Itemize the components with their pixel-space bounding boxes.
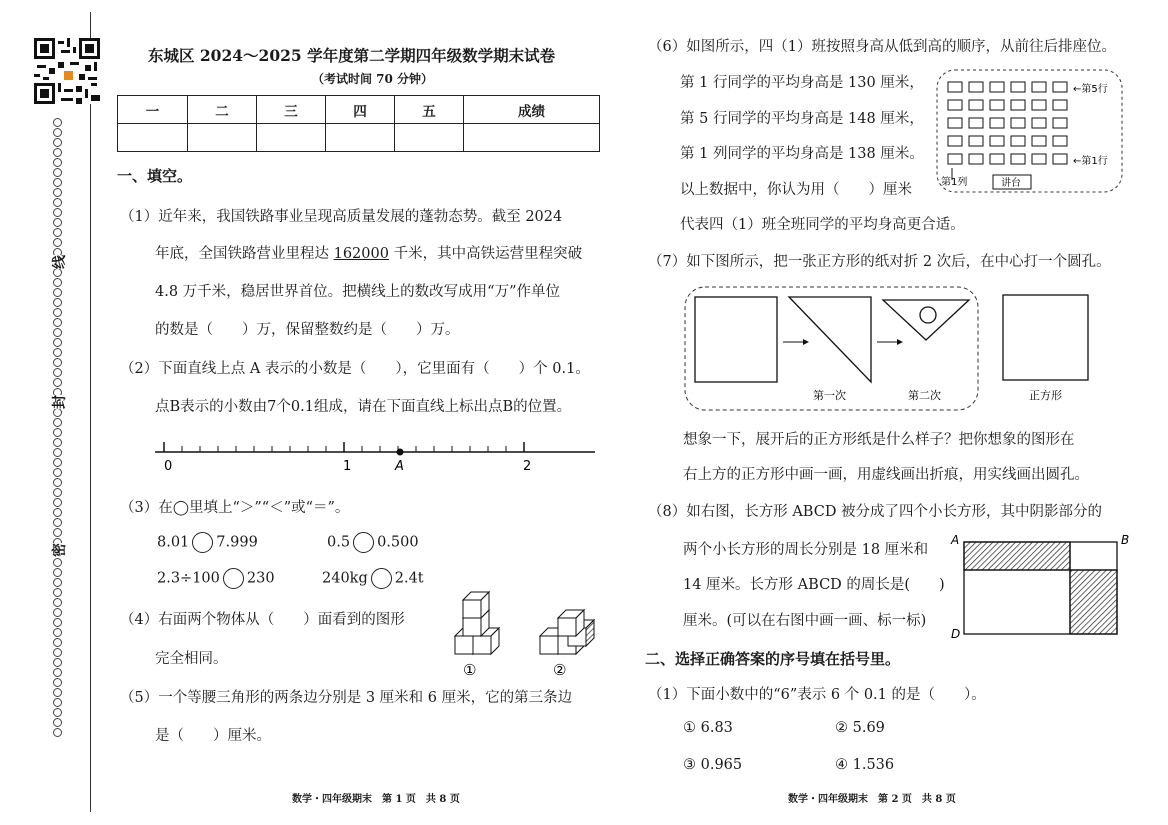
binding-hole [53,338,62,347]
score-cell[interactable] [188,124,257,152]
footer-right: 数学・四年级期末 第 2 页 共 8 页 [788,794,956,805]
binding-hole [53,158,62,167]
binding-hole [53,138,62,147]
seat [948,82,962,92]
q5-line-1: （5）一个等腰三角形的两条边分别是 3 厘米和 6 厘米，它的第三条边 [120,690,573,706]
seating-diagram [935,68,1135,196]
score-cell[interactable] [257,124,326,152]
q4-line-2: 完全相同。 [155,651,228,667]
q6-line-5[interactable]: 以上数据中，你认为用（ ）厘米 [680,182,912,198]
binding-hole [53,288,62,297]
option-3[interactable]: ③ 0.965 [683,757,743,773]
seat [990,136,1004,146]
binding-hole [53,368,62,377]
binding-hole [53,188,62,197]
binding-hole [53,408,62,417]
binding-hole [53,688,62,697]
tick-label-0: 0 [164,459,173,474]
binding-circles [53,118,65,737]
number-line[interactable] [150,432,610,477]
cube-face [540,636,558,654]
score-header-4: 四 [326,96,395,124]
tick-label-a: A [395,459,404,474]
binding-hole [53,348,62,357]
seat [1032,136,1046,146]
label-podium: 讲台 [1001,178,1021,189]
q2-line-2: 点B表示的小数由7个0.1组成，请在下面直线上标出点B的位置。 [155,399,572,415]
binding-hole [53,708,62,717]
binding-line [90,12,91,812]
binding-hole [53,468,62,477]
binding-hole [53,358,62,367]
seat [1053,82,1067,92]
q8-line-2: 两个小长方形的周长分别是 18 厘米和 [683,542,929,558]
seat [1011,154,1025,164]
seat [1053,118,1067,128]
compare-circle[interactable] [192,532,213,553]
q1-line-4[interactable]: 的数是（ ）万，保留整数约是（ ）万。 [155,322,460,338]
binding-hole [53,228,62,237]
binding-hole [53,268,62,277]
binding-hole [53,318,62,327]
section-2-title: 二、选择正确答案的序号填在括号里。 [645,650,901,668]
seat [1011,118,1025,128]
binding-hole [53,178,62,187]
rectangle-abcd-diagram[interactable] [948,530,1138,645]
binding-hole [53,618,62,627]
cube-face [473,636,491,654]
q3-item-2: 0.5 0.500 [327,532,419,553]
cube-figures [450,596,610,681]
score-table [117,95,600,152]
q6-line-4: 第 1 列同学的平均身高是 138 厘米。 [680,146,924,162]
seat [990,100,1004,110]
label-col-1: 第1列 [941,177,968,188]
seat [1032,118,1046,128]
binding-hole [53,218,62,227]
corner-d: D [951,627,961,641]
binding-hole [53,678,62,687]
exam-title: 东城区 2024～2025 学年度第二学期四年级数学期末试卷 [148,46,556,65]
q6-line-3: 第 5 行同学的平均身高是 148 厘米， [680,111,924,127]
q3-item-1: 8.01 7.999 [157,532,258,553]
binding-hole [53,588,62,597]
seat [1032,82,1046,92]
option-1[interactable]: ① 6.83 [683,720,733,736]
seat [1053,100,1067,110]
q2-1-line[interactable]: （1）下面小数中的“6”表示 6 个 0.1 的是（ ）。 [648,687,986,703]
binding-hole [53,458,62,467]
binding-hole [53,168,62,177]
compare-circle[interactable] [353,532,374,553]
seat [948,154,962,164]
tick-label-2: 2 [523,459,532,474]
binding-hole [53,658,62,667]
binding-hole [53,148,62,157]
binding-hole [53,198,62,207]
seat [1053,154,1067,164]
q6-line-2: 第 1 行同学的平均身高是 130 厘米， [680,75,924,91]
score-header-5: 五 [395,96,464,124]
binding-hole [53,598,62,607]
binding-hole [53,728,62,737]
binding-hole [53,478,62,487]
score-header-2: 二 [188,96,257,124]
q7-text-1: 想象一下，展开后的正方形纸是什么样子？把你想象的图形在 [683,432,1075,448]
binding-hole [53,488,62,497]
binding-hole [53,298,62,307]
binding-hole [53,308,62,317]
cube-face [463,600,481,618]
seat [990,154,1004,164]
cube-label-2: ② [553,661,567,679]
corner-b: B [1121,533,1130,547]
seat [948,136,962,146]
score-cell[interactable] [395,124,464,152]
option-2[interactable]: ② 5.69 [835,720,885,736]
answer-square[interactable] [1003,295,1088,380]
seat [969,136,983,146]
q5-line-2[interactable]: 是（ ）厘米。 [155,728,271,744]
footer-left: 数学・四年级期末 第 1 页 共 8 页 [292,794,460,805]
binding-hole [53,518,62,527]
binding-hole [53,578,62,587]
fold-label-second: 第二次 [908,389,941,402]
option-4[interactable]: ④ 1.536 [835,757,895,773]
cube-face [558,618,576,636]
cube-object-1 [455,592,499,654]
binding-hole [53,528,62,537]
label-row-5: ←第5行 [1073,84,1108,95]
binding-hole [53,498,62,507]
binding-hole [53,238,62,247]
binding-hole [53,118,62,127]
square-label: 正方形 [1029,389,1062,402]
binding-char-xian: 线 [47,255,71,269]
fold-label-first: 第一次 [813,389,846,402]
seat [969,118,983,128]
binding-hole [53,508,62,517]
q1-line-1: （1）近年来，我国铁路事业呈现高质量发展的蓬勃态势。截至 2024 [120,209,563,225]
point-a-dot [397,449,404,456]
qr-code-icon [34,38,100,104]
q8-line-4: 厘米。(可以在右图中画一画、标一标) [683,613,927,629]
binding-hole [53,648,62,657]
binding-hole [53,428,62,437]
compare-circle[interactable] [223,568,244,589]
binding-char-feng: 封 [47,395,71,409]
binding-hole [53,568,62,577]
seat [990,82,1004,92]
seat [1011,100,1025,110]
binding-hole [53,128,62,137]
score-header-total: 成绩 [464,96,600,124]
q8-line-3[interactable]: 14 厘米。长方形 ABCD 的周长是( ) [683,577,945,593]
q3-line: （3）在◯里填上“＞”“＜”或“＝”。 [120,500,350,516]
q6-line-6: 代表四（1）班全班同学的平均身高更合适。 [680,217,965,233]
binding-hole [53,448,62,457]
binding-hole [53,638,62,647]
binding-hole [53,328,62,337]
tick-label-1: 1 [343,459,352,474]
seat [990,118,1004,128]
q3-item-4: 240kg 2.4t [322,568,424,589]
q3-item-3: 2.3÷100 230 [157,568,275,589]
seat [1053,136,1067,146]
binding-hole [53,208,62,217]
seat [969,82,983,92]
score-cell[interactable] [118,124,188,152]
score-cell[interactable] [326,124,395,152]
exam-duration: （考试时间 70 分钟） [312,72,434,86]
seat [948,118,962,128]
binding-hole [53,698,62,707]
q8-line-1: （8）如右图，长方形 ABCD 被分成了四个小长方形，其中阴影部分的 [648,504,1103,520]
seat [948,100,962,110]
binding-hole [53,628,62,637]
q1-line-2: 年底，全国铁路营业里程达 162000 千米，其中高铁运营里程突破 [155,246,583,262]
cube-face [463,618,481,636]
binding-hole [53,668,62,677]
binding-hole [53,608,62,617]
binding-hole [53,718,62,727]
q1-underlined-number: 162000 [333,246,389,262]
seat [1032,100,1046,110]
shaded-rect-top [964,542,1070,570]
seat [969,154,983,164]
score-header-3: 三 [257,96,326,124]
seat [969,100,983,110]
score-header-1: 一 [118,96,188,124]
binding-hole [53,278,62,287]
binding-hole [53,558,62,567]
binding-hole [53,418,62,427]
cube-label-1: ① [463,661,477,679]
seat [1011,136,1025,146]
q4-line-1[interactable]: （4）右面两个物体从（ ）面看到的图形 [120,612,405,628]
seat [1032,154,1046,164]
section-1-title: 一、填空。 [117,167,193,185]
shaded-rect-right [1070,570,1117,634]
q1-line-3: 4.8 万千米，稳居世界首位。把横线上的数改写成用“万”作单位 [155,284,560,300]
q7-text-2: 右上方的正方形中画一画，用虚线画出折痕，用实线画出圆孔。 [683,467,1089,483]
cube-object-2 [540,610,594,654]
seat [1011,82,1025,92]
q2-line-1[interactable]: （2）下面直线上点 A 表示的小数是（ ），它里面有（ ）个 0.1。 [120,361,590,377]
cube-face [455,636,473,654]
binding-char-mi: 密 [47,543,71,557]
paper-fold-diagram [683,285,1123,415]
compare-circle[interactable] [371,568,392,589]
label-row-1: ←第1行 [1073,156,1108,167]
q6-line-1: （6）如图所示，四（1）班按照身高从低到高的顺序，从前往后排座位。 [648,39,1116,55]
binding-hole [53,438,62,447]
corner-a: A [951,533,960,547]
score-cell[interactable] [464,124,600,152]
q7-line: （7）如下图所示，把一张正方形的纸对折 2 次后，在中心打一个圆孔。 [648,254,1111,270]
binding-hole [53,378,62,387]
